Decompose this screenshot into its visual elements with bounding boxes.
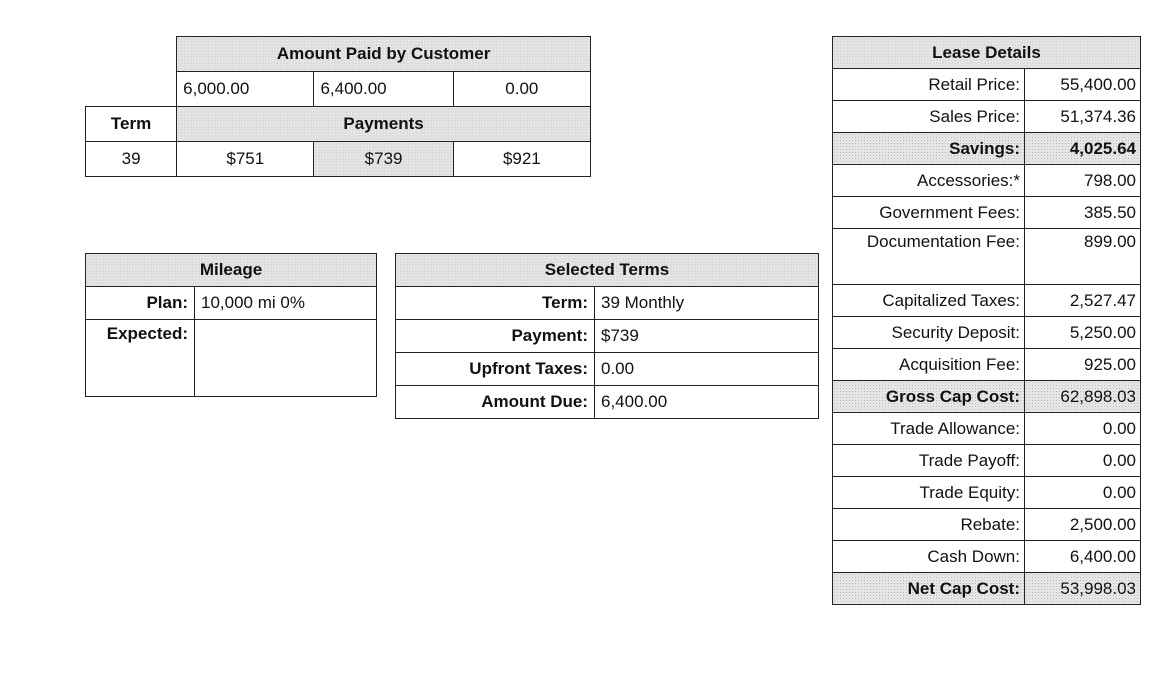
table-row [833,445,1141,477]
acquisition-fee-value: 925.00 [1025,349,1141,381]
sales-price-value: 51,374.36 [1025,101,1141,133]
term-value: 39 [86,142,177,177]
trade-allowance-label: Trade Allowance: [833,413,1025,445]
table-row [833,381,1141,413]
mileage-table [85,253,377,397]
plan-label: Plan: [86,287,195,320]
trade-payoff-label: Trade Payoff: [833,445,1025,477]
table-row [833,165,1141,197]
term-label: Term: [396,287,595,320]
plan-value: 10,000 mi 0% [195,287,377,320]
trade-allowance-value: 0.00 [1025,413,1141,445]
mileage-plan-row [86,287,377,320]
table-row [833,101,1141,133]
capitalized-taxes-label: Capitalized Taxes: [833,285,1025,317]
documentation-fee-value: 899.00 [1025,229,1141,285]
amount-option-1: 6,000.00 [177,72,314,107]
trade-equity-value: 0.00 [1025,477,1141,509]
acquisition-fee-label: Acquisition Fee: [833,349,1025,381]
selected-terms-title-row [396,254,819,287]
table-row [833,197,1141,229]
lease-details-title-row [833,37,1141,69]
selected-terms-header: Selected Terms [396,254,819,287]
blank-cell [86,72,177,107]
upfront-taxes-label: Upfront Taxes: [396,353,595,386]
payment-option-3: $921 [453,142,590,177]
selected-terms-table [395,253,819,419]
table-row [396,386,819,419]
table-row [833,69,1141,101]
retail-price-value: 55,400.00 [1025,69,1141,101]
table-row [833,133,1141,165]
net-cap-cost-label: Net Cap Cost: [833,573,1025,605]
accessories-value: 798.00 [1025,165,1141,197]
table-row [396,320,819,353]
mileage-header: Mileage [86,254,377,287]
rebate-value: 2,500.00 [1025,509,1141,541]
term-value: 39 Monthly [595,287,819,320]
trade-payoff-value: 0.00 [1025,445,1141,477]
table-row [833,285,1141,317]
cash-down-value: 6,400.00 [1025,541,1141,573]
amount-due-value: 6,400.00 [595,386,819,419]
upfront-taxes-value: 0.00 [595,353,819,386]
mileage-expected-row [86,320,377,397]
payment-option-1: $751 [177,142,314,177]
payments-title-row [86,37,591,72]
trade-equity-label: Trade Equity: [833,477,1025,509]
table-row [833,317,1141,349]
government-fees-value: 385.50 [1025,197,1141,229]
blank-cell [86,37,177,72]
amount-paid-header: Amount Paid by Customer [177,37,591,72]
capitalized-taxes-value: 2,527.47 [1025,285,1141,317]
payments-header-row [86,107,591,142]
payment-label: Payment: [396,320,595,353]
term-header: Term [86,107,177,142]
gross-cap-cost-value: 62,898.03 [1025,381,1141,413]
lease-details-header: Lease Details [833,37,1141,69]
mileage-title-row [86,254,377,287]
documentation-fee-label: Documentation Fee: [833,229,1025,285]
expected-value [195,320,377,397]
payments-header: Payments [177,107,591,142]
table-row [833,349,1141,381]
table-row [833,413,1141,445]
amounts-row [86,72,591,107]
table-row [86,142,591,177]
payment-option-2-selected: $739 [314,142,453,177]
table-row [833,573,1141,605]
lease-details-table [832,36,1141,605]
net-cap-cost-value: 53,998.03 [1025,573,1141,605]
cash-down-label: Cash Down: [833,541,1025,573]
rebate-label: Rebate: [833,509,1025,541]
amount-option-3: 0.00 [453,72,590,107]
table-row [833,477,1141,509]
retail-price-label: Retail Price: [833,69,1025,101]
table-row [833,229,1141,285]
amount-due-label: Amount Due: [396,386,595,419]
gross-cap-cost-label: Gross Cap Cost: [833,381,1025,413]
payments-table [85,36,591,177]
accessories-label: Accessories:* [833,165,1025,197]
security-deposit-label: Security Deposit: [833,317,1025,349]
security-deposit-value: 5,250.00 [1025,317,1141,349]
table-row [396,353,819,386]
expected-label: Expected: [86,320,195,397]
amount-option-2: 6,400.00 [314,72,453,107]
sales-price-label: Sales Price: [833,101,1025,133]
table-row [833,541,1141,573]
savings-value: 4,025.64 [1025,133,1141,165]
table-row [833,509,1141,541]
payment-value: $739 [595,320,819,353]
government-fees-label: Government Fees: [833,197,1025,229]
table-row [396,287,819,320]
savings-label: Savings: [833,133,1025,165]
